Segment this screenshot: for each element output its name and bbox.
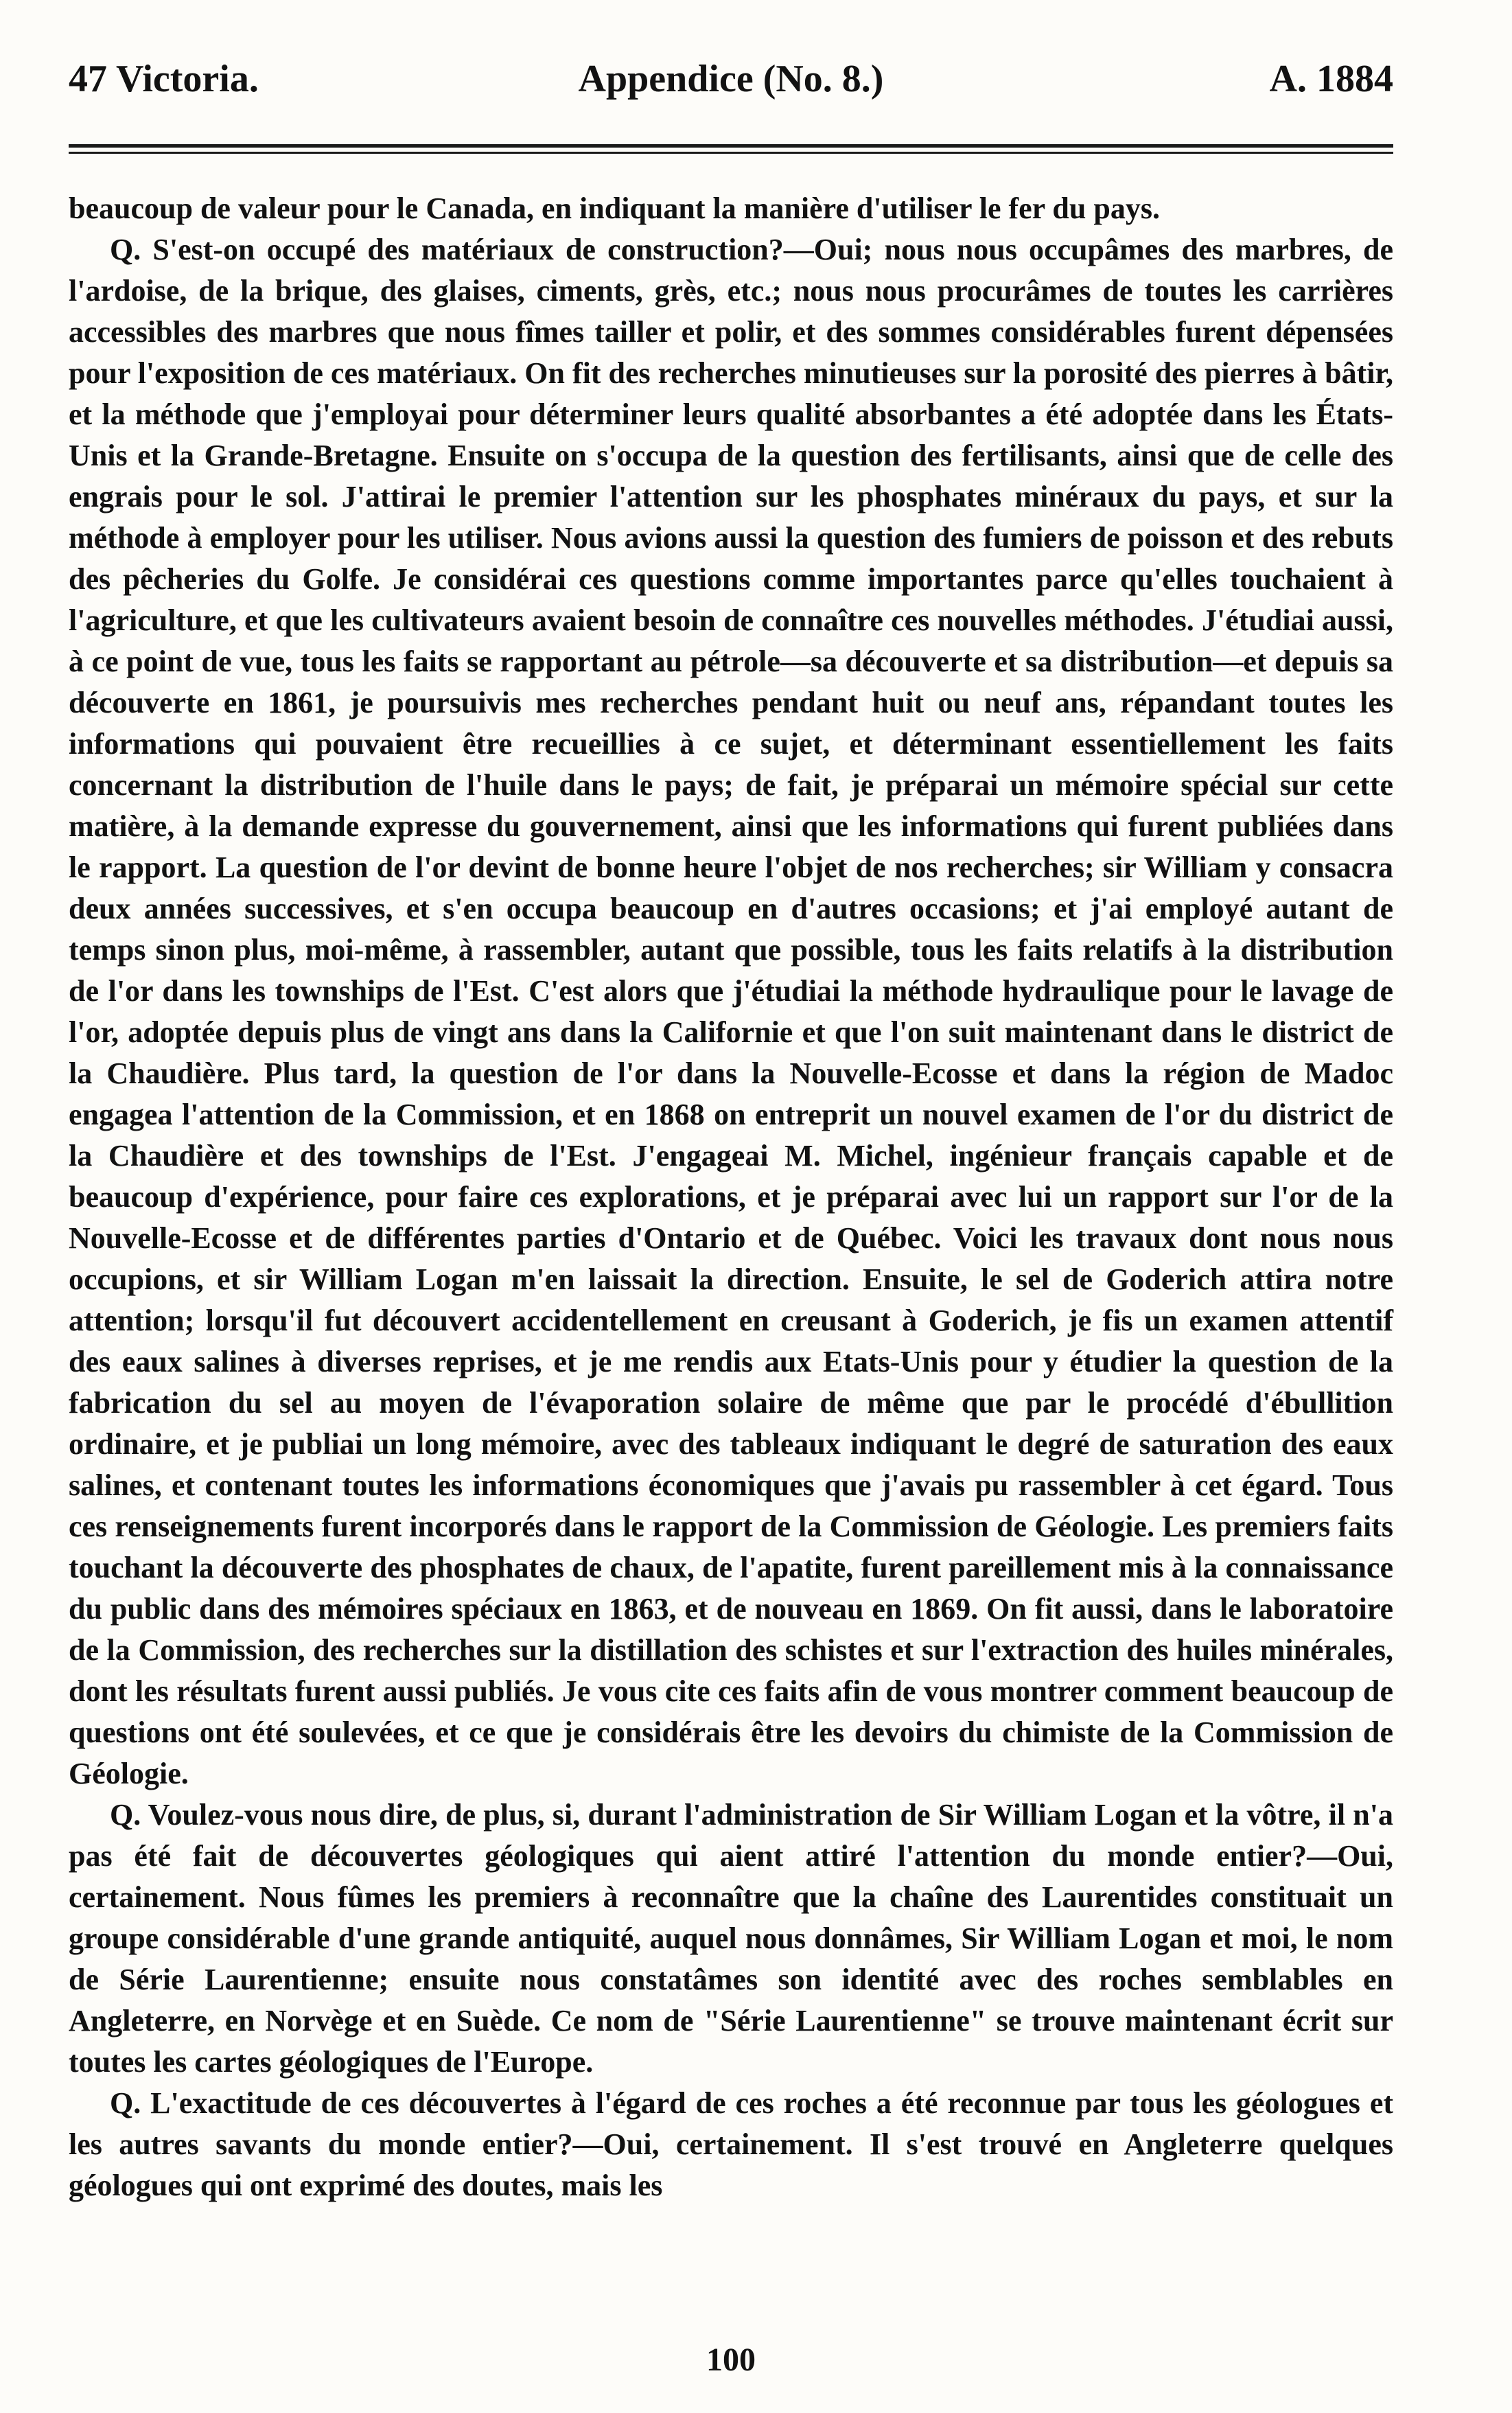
- header-session: 47 Victoria.: [69, 58, 259, 100]
- running-header: [69, 27, 1393, 130]
- header-appendix: Appendice (No. 8.): [578, 58, 884, 100]
- paragraph-continuation: beaucoup de valeur pour le Canada, en indiquant la manière d'utiliser le fer du pays.: [69, 192, 1160, 225]
- body-text: [69, 188, 1393, 2206]
- document-page: [69, 27, 1393, 2389]
- page-number: 100: [706, 2342, 756, 2378]
- paragraph-materials: Q. S'est-on occupé des matériaux de construction?—Oui; nous nous occupâmes des marbres, de l'ardoise, de la brique, des glaises, ciments, grès, etc.; nous nous procurâmes de toutes les carrières accessibles des marbres que nous fîmes tailler et polir, et des sommes considérables furent dépensées pour l'exposition de ces matériaux. On fit des recherches minutieuses sur la porosité des pierres à bâtir, et la méthode que j'employai pour déterminer leurs qualité absorbantes a été adoptée dans les États-Unis et la Grande-Bretagne. Ensuite on s'occupa de la question des fertilisants, ainsi que de celle des engrais pour le sol. J'attirai le premier l'attention sur les phosphates minéraux du pays, et sur la méthode à employer pour les utiliser. Nous avions aussi la question des fumiers de poisson et des rebuts des pêcheries du Golfe. Je considérai ces questions comme importantes parce qu'elles touchaient à l'agriculture, et que les cultivateurs avaient besoin de connaître ces nouvelles méthodes. J'étudiai aussi, à ce point de vue, tous les faits se rapportant au pétrole—sa découverte et sa distribution—et depuis sa découverte en 1861, je poursuivis mes recherches pendant huit ou neuf ans, répandant toutes les informations qui pouvaient être recueillies à ce sujet, et déterminant essentiellement les faits concernant la distribution de l'huile dans le pays; de fait, je préparai un mémoire spécial sur cette matière, à la demande expresse du gouvernement, ainsi que les informations qui furent publiées dans le rapport. La question de l'or devint de bonne heure l'objet de nos recherches; sir William y consacra deux années successives, et s'en occupa beaucoup en d'autres occasions; et j'ai employé autant de temps sinon plus, moi-même, à rassembler, autant que possible, tous les faits relatifs à la distribution de l'or dans les townships de l'Est. C'est alors que j'étudiai la méthode hydraulique pour le lavage de l'or, adoptée depuis plus de vingt ans dans la Californie et que l'on suit maintenant dans le district de la Chaudière. Plus tard, la question de l'or dans la Nouvelle-Ecosse et dans la région de Madoc engagea l'attention de la Commission, et en 1868 on entreprit un nouvel examen de l'or du district de la Chaudière et des townships de l'Est. J'engageai M. Michel, ingénieur français capable et de beaucoup d'expérience, pour faire ces explorations, et je préparai avec lui un rapport sur l'or de la Nouvelle-Ecosse et de différentes parties d'Ontario et de Québec. Voici les travaux dont nous nous occupions, et sir William Logan m'en laissait la direction. Ensuite, le sel de Goderich attira notre attention; lorsqu'il fut découvert accidentellement en creusant à Goderich, je fis un examen attentif des eaux salines à diverses reprises, et je me rendis aux Etats-Unis pour y étudier la question de la fabrication du sel au moyen de l'évaporation solaire de même que par le procédé d'ébullition ordinaire, et je publiai un long mémoire, avec des tableaux indiquant le degré de saturation des eaux salines, et contenant toutes les informations économiques que j'avais pu rassembler à cet égard. Tous ces renseignements furent incorporés dans le rapport de la Commission de Géologie. Les premiers faits touchant la découverte des phosphates de chaux, de l'apatite, furent pareillement mis à la connaissance du public dans des mémoires spéciaux en 1863, et de nouveau en 1869. On fit aussi, dans le laboratoire de la Commission, des recherches sur la distillation des schistes et sur l'extraction des huiles minérales, dont les résultats furent aussi publiés. Je vous cite ces faits afin de vous montrer comment beaucoup de questions ont été soulevées, et ce que je considérais être les devoirs du chimiste de la Commission de Géologie.: [69, 233, 1393, 1790]
- paragraph-recognition: Q. L'exactitude de ces découvertes à l'égard de ces roches a été reconnue par tous les géologues et les autres savants du monde entier?—Oui, certainement. Il s'est trouvé en Angleterre quelques géologues qui ont exprimé des doutes, mais les: [69, 2086, 1393, 2202]
- header-rule: [69, 144, 1393, 154]
- header-year: A. 1884: [1269, 58, 1393, 100]
- paragraph-discoveries: Q. Voulez-vous nous dire, de plus, si, durant l'administration de Sir William Logan et la vôtre, il n'a pas été fait de découvertes géologiques qui aient attiré l'attention du monde entier?—Oui, certainement. Nous fûmes les premiers à reconnaître que la chaîne des Laurentides constituait un groupe considérable d'une grande antiquité, auquel nous donnâmes, Sir William Logan et moi, le nom de Série Laurentienne; ensuite nous constatâmes son identité avec des roches semblables en Angleterre, en Norvège et en Suède. Ce nom de "Série Laurentienne" se trouve maintenant écrit sur toutes les cartes géologiques de l'Europe.: [69, 1798, 1393, 2079]
